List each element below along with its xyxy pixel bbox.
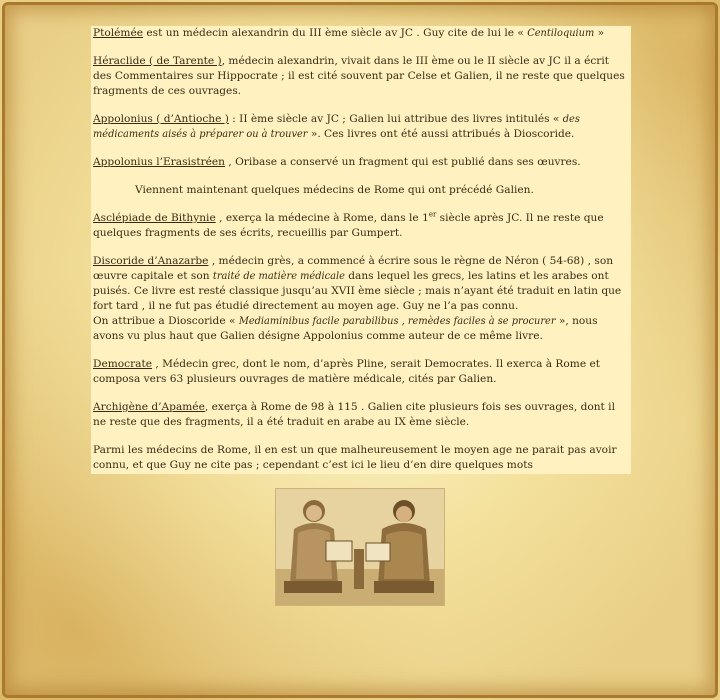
paragraph-archigene — [93, 400, 629, 430]
paragraph-asclepiade — [93, 211, 629, 241]
text-ptolemee: est un médecin alexandrin du III ème siècle av JC . Guy cite de lui le « — [143, 27, 528, 39]
paragraph-heraclide — [93, 54, 629, 99]
text-appolonius-antioche-end: ». Ces livres ont été aussi attribués à Dioscoride. — [307, 128, 575, 140]
text-appolonius-erasistreen: , Oribase a conservé un fragment qui est publié dans ses œuvres. — [225, 156, 581, 168]
name-dioscoride: Discoride d’Anazarbe — [93, 255, 209, 267]
name-appolonius-antioche: Appolonius ( d’Antioche ) — [93, 113, 229, 125]
text-dioscoride-d: », nous avons vu plus haut que Galien désigne Appolonius comme auteur de ce même livre. — [93, 315, 598, 342]
name-appolonius-erasistreen: Appolonius l’Erasistréen — [93, 156, 226, 168]
illustration-svg — [276, 489, 444, 605]
text-dioscoride-c: On attribue a Dioscoride « — [93, 315, 239, 327]
medieval-physicians-illustration — [275, 488, 445, 606]
title-traite: traité de matière médicale — [212, 271, 345, 282]
title-centiloquium: Centiloquium — [527, 28, 595, 39]
paragraph-ptolemee — [93, 26, 629, 41]
text-asclepiade-b: siècle après JC. Il ne reste que quelques fragments de ses écrits, recueillis par Gumpert. — [93, 212, 604, 239]
name-asclepiade: Asclépiade de Bithynie — [93, 212, 216, 224]
article-text-panel — [91, 26, 631, 474]
name-ptolemee: Ptolémée — [93, 27, 144, 39]
text-heraclide: , médecin alexandrin, vivait dans le III ème ou le II siècle av JC il a écrit des Commentaires sur Hippocrate ; il est cité souvent par Celse et Galien, il ne reste que quelques fragments de ces ouvrages. — [93, 55, 625, 97]
text-dioscoride-b: dans lequel les grecs, les latins et les arabes ont puisés. Ce livre est resté classique jusqu’au XVII ème siècle ; mais n’ayant été traduit en latin que fort tard , il ne fut pas étudié directement au moyen age. Guy ne l’a pas connu. — [93, 270, 622, 312]
text-dioscoride-a: , médecin grès, a commencé à écrire sous le règne de Néron ( 54-68) , son œuvre capitale et son — [93, 255, 614, 282]
paragraph-democrate — [93, 357, 629, 387]
name-heraclide: Héraclide ( de Tarente ) — [93, 55, 222, 67]
name-democrate: Democrate — [93, 358, 153, 370]
name-archigene: Archigène d’Apamée — [93, 401, 205, 413]
title-mediaminibus: Mediaminibus facile parabilibus , remèdes faciles à se procurer — [238, 316, 556, 327]
paragraph-dioscoride — [93, 254, 629, 344]
text-ptolemee-end: » — [594, 27, 605, 39]
ordinal-sup: er — [428, 210, 437, 219]
text-archigene: , exerça à Rome de 98 à 115 . Galien cite plusieurs fois ses ouvrages, dont il ne reste que des fragments, il a été traduit en arabe au IX ème siècle. — [93, 401, 615, 428]
paragraph-appolonius-antioche — [93, 112, 629, 142]
paragraph-transition: Viennent maintenant quelques médecins de Rome qui ont précédé Galien. — [135, 184, 534, 196]
paragraph-closing: Parmi les médecins de Rome, il en est un que malheureusement le moyen age ne parait pas avoir connu, et que Guy ne cite pas ; cependant c’est ici le lieu d’en dire quelques mots — [93, 444, 617, 471]
text-appolonius-antioche: : II ème siècle av JC ; Galien lui attribue des livres intitulés « — [228, 113, 563, 125]
text-democrate: , Médecin grec, dont le nom, d’après Pline, serait Democrates. Il exerca à Rome et composa vers 63 plusieurs ouvrages de matière médicale, cités par Galien. — [93, 358, 600, 385]
title-medicaments: des médicaments aisés à préparer ou à trouver — [93, 114, 580, 140]
text-asclepiade-a: , exerça la médecine à Rome, dans le 1 — [215, 212, 429, 224]
paragraph-appolonius-erasistreen — [93, 155, 629, 170]
